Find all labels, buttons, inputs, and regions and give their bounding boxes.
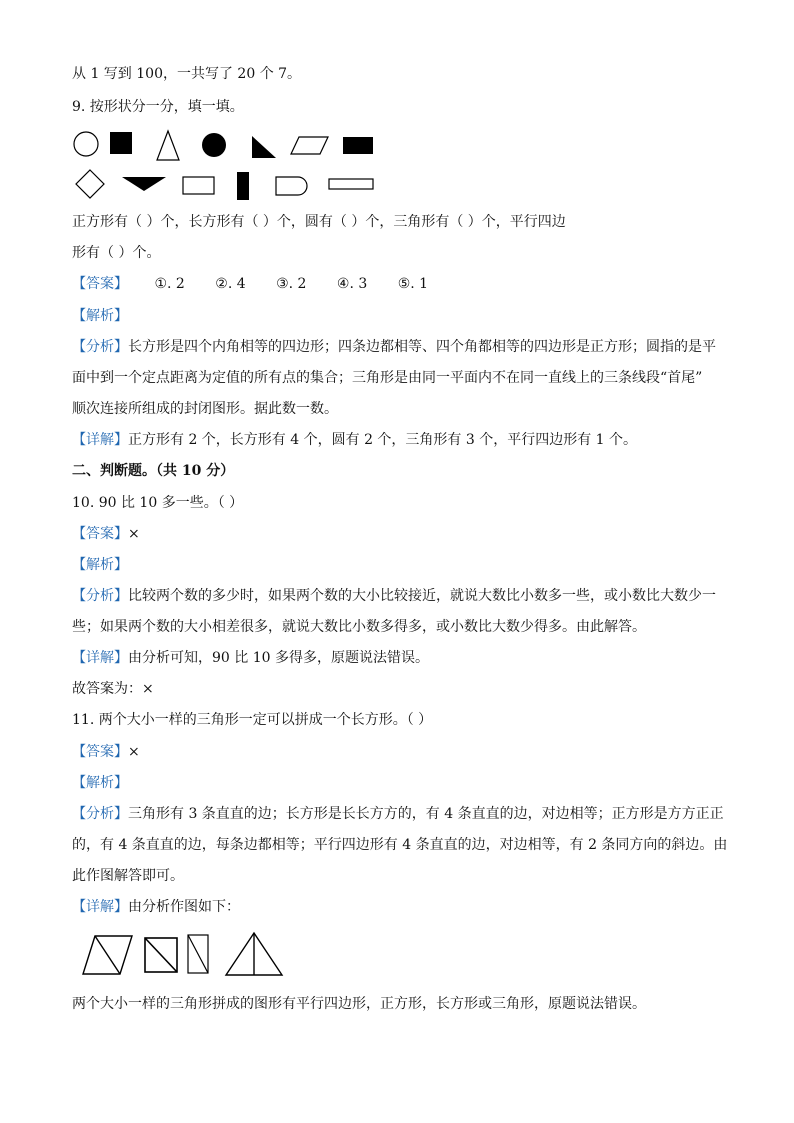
shapes-row-1 (70, 128, 390, 162)
q9-xiangjie-line (72, 430, 722, 450)
q10-answer-line (72, 524, 722, 544)
q9-fill-line-1: 正方形有（ ）个，长方形有（ ）个，圆有（ ）个，三角形有（ ）个，平行四边 (72, 214, 566, 230)
answer-tag: 【答案】 (72, 526, 128, 542)
question-9-title: 9. 按形状分一分，填一填。 (72, 99, 244, 115)
fenxi-tag: 【分析】 (72, 339, 128, 355)
xiangjie-tag: 【详解】 (72, 899, 128, 915)
fenxi-tag: 【分析】 (72, 806, 128, 822)
fenxi-text: 比较两个数的多少时，如果两个数的大小比较接近，就说大数比小数多一些，或小数比大数少一 (128, 588, 716, 604)
rectangle-long-outline-shape (329, 179, 373, 189)
answer-item-2: ②. 4 (215, 276, 246, 292)
triangle-outline-shape (157, 131, 179, 160)
section-2-heading: 二、判断题。（共 10 分） (72, 463, 235, 479)
q9-fenxi-line-1 (72, 337, 722, 357)
answer-tag: 【答案】 (72, 276, 128, 292)
rectangle-composition-figure (188, 935, 208, 973)
q11-answer-line (72, 742, 722, 762)
answer-tag: 【答案】 (72, 744, 128, 760)
q11-fenxi-line-3: 此作图解答即可。 (72, 868, 184, 884)
fenxi-text: 长方形是四个内角相等的四边形；四条边都相等、四个角都相等的四边形是正方形；圆指的是平 (128, 339, 716, 355)
xiangjie-text: 由分析作图如下： (128, 899, 240, 915)
q10-analysis-tag: 【解析】 (72, 557, 128, 573)
xiangjie-text: 正方形有 2 个，长方形有 4 个，圆有 2 个，三角形有 3 个，平行四边形有 1 个。 (128, 432, 638, 448)
right-triangle-filled-shape (252, 136, 276, 158)
fenxi-text: 三角形有 3 条直直的边；长方形是长长方方的，有 4 条直直的边，对边相等；正方形是方方正正 (128, 806, 724, 822)
rectangle-filled-shape (343, 137, 373, 154)
circle-outline-shape (74, 132, 98, 156)
q9-fill-line-2: 形有（ ）个。 (72, 245, 161, 261)
square-diamond-outline-shape (76, 170, 104, 198)
question-10-title: 10. 90 比 10 多一些。（ ） (72, 495, 244, 511)
shapes-row-2 (70, 168, 390, 204)
triangle-inverted-filled-shape (122, 177, 166, 191)
composition-figures (78, 930, 298, 980)
answer-item-4: ④. 3 (336, 276, 368, 292)
answer-value: × (128, 744, 140, 760)
q11-analysis-tag: 【解析】 (72, 775, 128, 791)
xiangjie-tag: 【详解】 (72, 650, 128, 666)
q9-fenxi-line-2: 面中到一个定点距离为定值的所有点的集合；三角形是由同一平面内不在同一直线上的三条线段“首尾” (72, 370, 703, 386)
parallelogram-outline-shape (291, 137, 328, 154)
q10-conclusion: 故答案为：× (72, 681, 154, 697)
q11-fenxi-line-1 (72, 804, 722, 824)
xiangjie-text: 由分析可知，90 比 10 多得多，原题说法错误。 (128, 650, 429, 666)
answer-item-3: ③. 2 (276, 276, 307, 292)
q10-fenxi-line-2: 些；如果两个数的大小相差很多，就说大数比小数多得多，或小数比大数少得多。由此解答。 (72, 619, 646, 635)
fenxi-tag: 【分析】 (72, 588, 128, 604)
answer-value: × (128, 526, 140, 542)
q10-fenxi-line-1 (72, 586, 722, 606)
q9-analysis-tag: 【解析】 (72, 308, 128, 324)
circle-filled-shape (202, 133, 226, 157)
q11-xiangjie-line (72, 897, 722, 917)
semicircle-rectangle-shape (276, 177, 307, 195)
q9-fenxi-line-3: 顺次连接所组成的封闭图形。据此数一数。 (72, 401, 338, 417)
parallelogram-composition-figure (83, 936, 132, 974)
answer-item-1: ①. 2 (154, 276, 185, 292)
square-filled-shape (110, 132, 132, 154)
rectangle-tall-filled-shape (237, 172, 249, 200)
answer-item-5: ⑤. 1 (397, 276, 429, 292)
q11-conclusion: 两个大小一样的三角形拼成的图形有平行四边形，正方形，长方形或三角形，原题说法错误。 (72, 996, 646, 1012)
q9-answer-row (72, 274, 722, 294)
rectangle-outline-shape (183, 177, 214, 194)
q10-xiangjie-line (72, 648, 722, 668)
q11-fenxi-line-2: 的，有 4 条直直的边，每条边都相等；平行四边形有 4 条直直的边，对边相等，有 2 条同方向的斜边。由 (72, 837, 728, 853)
question-11-title: 11. 两个大小一样的三角形一定可以拼成一个长方形。（ ） (72, 712, 433, 728)
xiangjie-tag: 【详解】 (72, 432, 128, 448)
q8-answer-tail: 从 1 写到 100，一共写了 20 个 7。 (72, 66, 302, 82)
square-composition-figure (145, 938, 177, 972)
triangle-composition-figure (226, 933, 282, 975)
